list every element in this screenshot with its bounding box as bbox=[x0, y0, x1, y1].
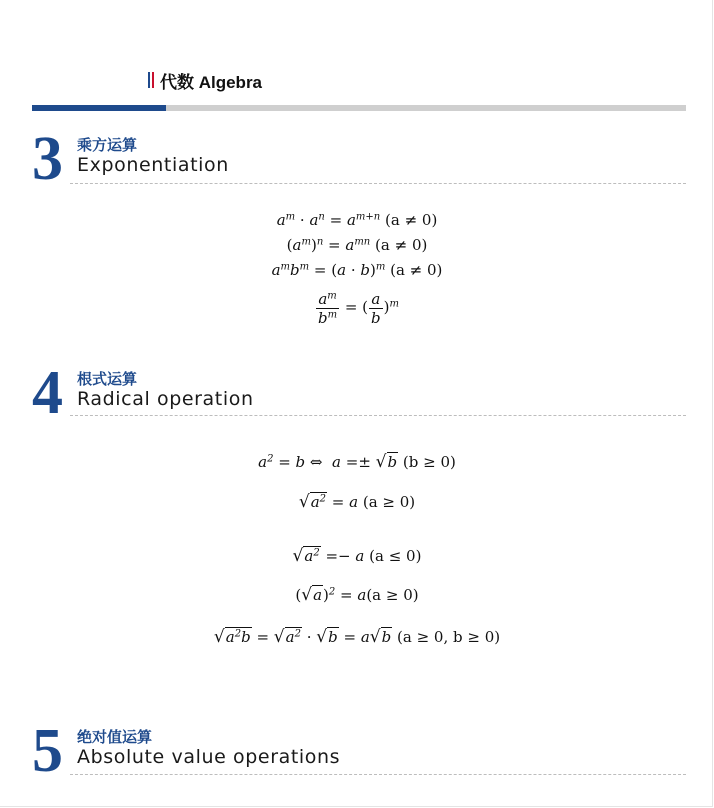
formula-power-of-product: $a^mb^m = (a \cdot b)^m$ (a ≠ 0) bbox=[271, 261, 443, 279]
section-title-cn: 乘方运算 bbox=[77, 136, 138, 154]
section-divider bbox=[70, 415, 686, 416]
header-bar bbox=[32, 105, 686, 111]
formula-condition: (a ≠ 0) bbox=[375, 236, 428, 254]
section-divider bbox=[70, 183, 686, 184]
section-divider bbox=[70, 774, 686, 775]
flag-stripe-red bbox=[152, 72, 154, 88]
section-number: 4 bbox=[32, 359, 63, 427]
formula-sqrt-product: $√a^2b = √a^2 \cdot √b = a√b$ (a ≥ 0, b ≥ 0) bbox=[213, 627, 501, 647]
formula-condition: (a ≠ 0) bbox=[390, 261, 443, 279]
formula-sqrt-square-nonneg: $√a^2 = a$ (a ≥ 0) bbox=[298, 492, 416, 512]
flag-icon bbox=[148, 72, 154, 88]
formula-condition: (a ≥ 0, b ≥ 0) bbox=[397, 628, 501, 646]
formula-condition: (a ≥ 0) bbox=[366, 586, 419, 604]
header-bar-accent bbox=[32, 105, 166, 111]
formula-power-of-quotient: $\frac{a^m}{b^m}$ = ( $\frac{a}{b}$ )$^m$ bbox=[317, 289, 399, 327]
section-title-en: Absolute value operations bbox=[77, 746, 341, 768]
formula-condition: (a ≥ 0) bbox=[362, 493, 416, 511]
formula-power-of-power: $(a^m)^n = a^{mn}$ (a ≠ 0) bbox=[286, 236, 428, 254]
formula-condition: (a ≠ 0) bbox=[385, 211, 438, 229]
topic-label bbox=[148, 70, 262, 90]
formula-condition: (a ≤ 0) bbox=[369, 547, 422, 565]
section-number: 3 bbox=[32, 125, 63, 193]
formula-square-root-definition: $a^2 = b$ ⇔ a =± √b (b ≥ 0) bbox=[258, 452, 456, 472]
section-title-en: Exponentiation bbox=[77, 154, 229, 176]
section-title-cn: 绝对值运算 bbox=[77, 728, 153, 746]
formula-condition: (b ≥ 0) bbox=[402, 453, 456, 471]
fraction: $\frac{a^m}{b^m}$ bbox=[317, 289, 338, 327]
formula-square-of-sqrt: $(√a)^2 = a(a \ge 0)$ bbox=[295, 585, 419, 605]
section-number: 5 bbox=[32, 717, 63, 785]
topic-text: 代数 Algebra bbox=[160, 72, 263, 92]
section-title-cn: 根式运算 bbox=[77, 370, 138, 388]
formula-sqrt-square-nonpos: $√a^2 =- a$ (a ≤ 0) bbox=[292, 546, 422, 566]
fraction: $\frac{a}{b}$ bbox=[371, 289, 381, 327]
section-title-en: Radical operation bbox=[77, 388, 254, 410]
formula-product-of-powers: $a^m \cdot a^n = a^{m+n}$ (a ≠ 0) bbox=[276, 211, 438, 229]
